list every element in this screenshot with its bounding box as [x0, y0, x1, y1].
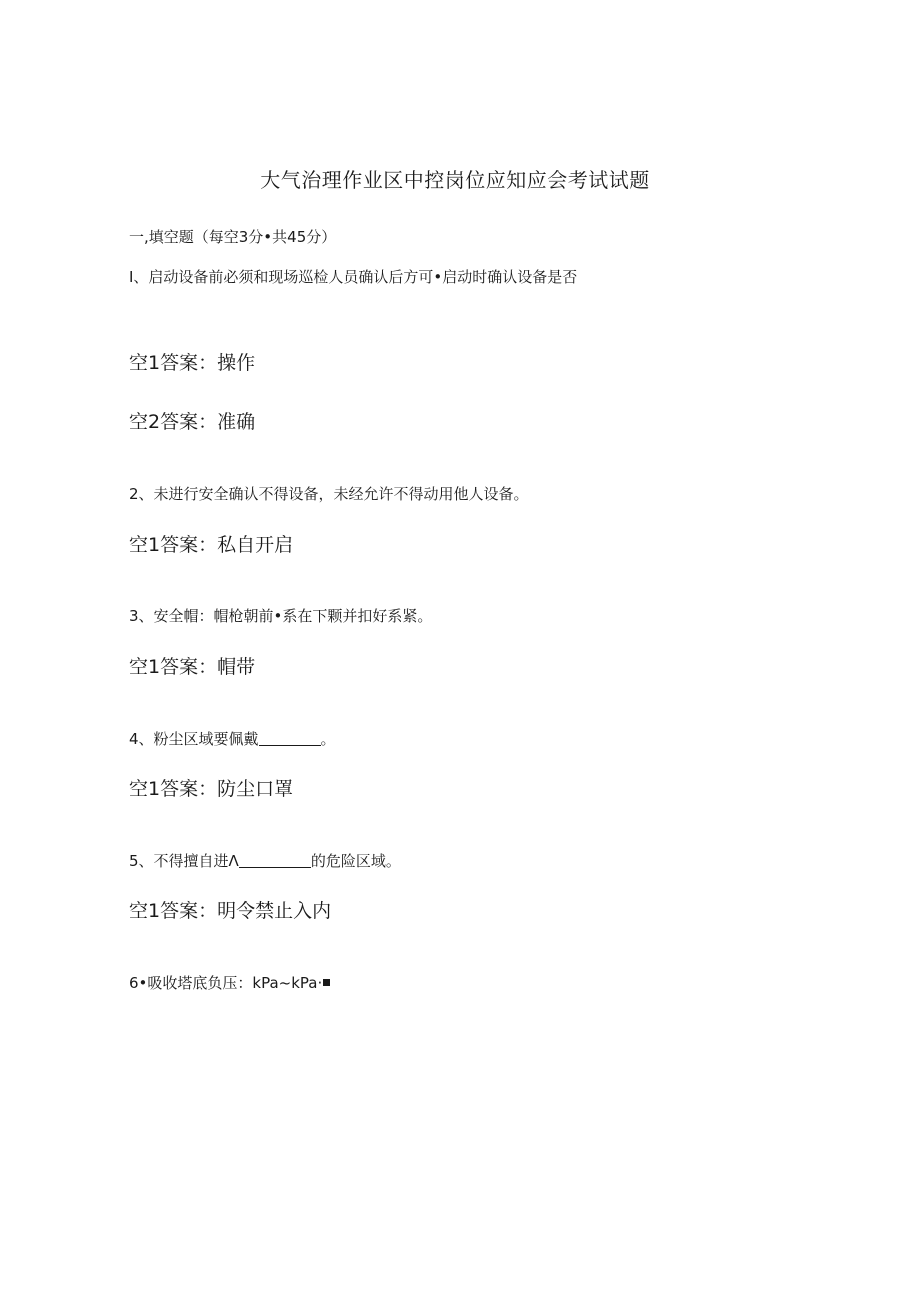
question-1-prompt: I、启动设备前必须和现场巡检人员确认后方可•启动时确认设备是否: [129, 268, 578, 286]
question-5-prompt: [129, 850, 401, 872]
question-4-answer-1: 空1答案：防尘口罩: [129, 778, 294, 800]
question-5-prompt-end: 的危险区域。: [310, 852, 401, 870]
question-1-answer-2: 空2答案：准确: [129, 411, 256, 433]
question-1-answer-1: 空1答案：操作: [129, 352, 256, 374]
question-4-prompt: [129, 728, 336, 750]
answer-blank: [259, 729, 321, 746]
question-3-answer-1: 空1答案：帽带: [129, 656, 256, 678]
question-3-prompt: 3、安全帽：帽枪朝前•系在下颗并扣好系紧。: [129, 607, 433, 625]
filled-square-icon: [323, 979, 330, 986]
question-4-prompt-end: 。: [320, 730, 336, 748]
question-2-answer-1: 空1答案：私自开启: [129, 534, 294, 556]
question-2-prompt: 2、未进行安全确认不得设备，未经允许不得动用他人设备。: [129, 485, 529, 503]
question-6-prompt-text: 6•吸收塔底负压：kPa~kPa·: [129, 974, 323, 992]
section-heading: 一,填空题（每空3分•共45分）: [129, 228, 337, 246]
answer-blank: [239, 851, 311, 868]
document-title: 大气治理作业区中控岗位应知应会考试试题: [260, 168, 650, 192]
question-5-answer-1: 空1答案：明令禁止入内: [129, 900, 332, 922]
question-4-prompt-text: 4、粉尘区域要佩戴: [129, 730, 259, 748]
question-6-prompt: [129, 972, 330, 994]
question-5-prompt-text: 5、不得擅自进Λ: [129, 852, 239, 870]
